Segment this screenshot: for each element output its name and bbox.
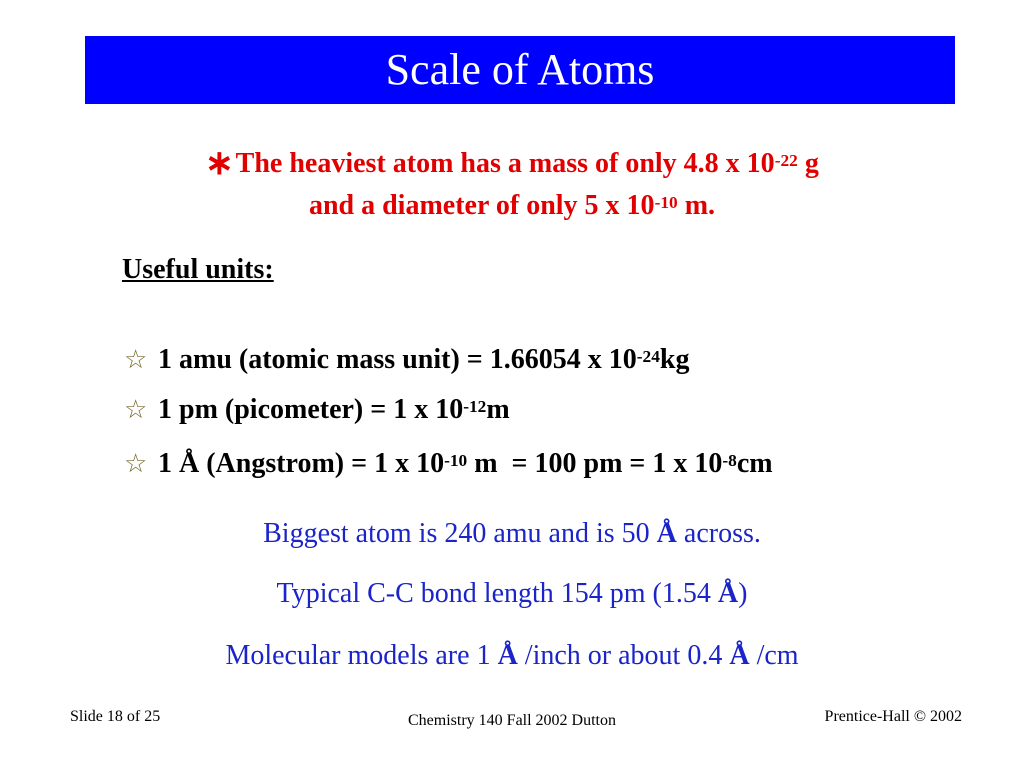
asterisk-icon: ∗ bbox=[205, 145, 234, 182]
slide-title: Scale of Atoms bbox=[385, 44, 655, 94]
unit-item-angstrom: ☆ 1 Å (Angstrom) = 1 x 10 $^{-10}$ m = 100 pm = 1 x 10 $^{-8}$ cm bbox=[124, 448, 773, 479]
star-outline-icon: ☆ bbox=[124, 449, 148, 478]
star-outline-icon: ☆ bbox=[124, 345, 148, 374]
headline-line-2 bbox=[0, 186, 1024, 226]
fact-text: across. bbox=[676, 518, 761, 549]
headline-unit-2: m. bbox=[677, 190, 716, 221]
star-outline-icon: ☆ bbox=[124, 395, 148, 424]
copyright-footer: Prentice-Hall © 2002 bbox=[824, 708, 962, 725]
unit-suffix: m bbox=[486, 394, 510, 425]
angstrom-symbol: Å bbox=[729, 640, 750, 671]
angstrom-symbol: Å bbox=[497, 640, 518, 671]
useful-units-heading: Useful units: bbox=[122, 254, 274, 285]
fact-text: /cm bbox=[749, 640, 799, 671]
fact-bond-length bbox=[0, 578, 1024, 610]
unit-middle: m = 100 pm = 1 x 10 bbox=[467, 448, 723, 479]
unit-text: 1 Å (Angstrom) = 1 x 10 bbox=[158, 448, 445, 479]
course-footer: Chemistry 140 Fall 2002 Dutton bbox=[408, 712, 616, 729]
fact-molecular-models bbox=[0, 640, 1024, 672]
unit-suffix: cm bbox=[736, 448, 773, 479]
headline-line-2-text: and a diameter of only 5 x 10 bbox=[308, 190, 655, 221]
unit-item-pm: ☆ 1 pm (picometer) = 1 x 10 $^{-12}$ m bbox=[124, 394, 510, 425]
headline-exponent-1: -22 bbox=[774, 150, 798, 170]
fact-text: /inch or about 0.4 bbox=[517, 640, 730, 671]
unit-text: 1 amu (atomic mass unit) = 1.66054 x 10 bbox=[158, 344, 637, 375]
fact-text: Molecular models are 1 bbox=[225, 640, 498, 671]
headline-exponent-2: -10 bbox=[654, 192, 678, 212]
headline-line-1 bbox=[0, 142, 1024, 184]
fact-text: Typical C-C bond length 154 pm (1.54 bbox=[276, 578, 718, 609]
fact-text: ) bbox=[738, 578, 748, 609]
headline-unit-1: g bbox=[797, 148, 819, 179]
angstrom-symbol: Å bbox=[717, 578, 739, 609]
unit-suffix: kg bbox=[659, 344, 690, 375]
fact-text: Biggest atom is 240 amu and is 50 bbox=[263, 518, 657, 549]
headline-line-1-text: The heaviest atom has a mass of only 4.8 x 10 bbox=[235, 148, 775, 179]
unit-text: 1 pm (picometer) = 1 x 10 bbox=[158, 394, 464, 425]
title-bar bbox=[85, 36, 955, 104]
angstrom-symbol: Å bbox=[656, 518, 677, 549]
unit-item-amu: ☆ 1 amu (atomic mass unit) = 1.66054 x 10 $^{-24}$ kg bbox=[124, 344, 690, 375]
fact-biggest-atom bbox=[0, 518, 1024, 550]
slide-number: Slide 18 of 25 bbox=[70, 708, 161, 725]
